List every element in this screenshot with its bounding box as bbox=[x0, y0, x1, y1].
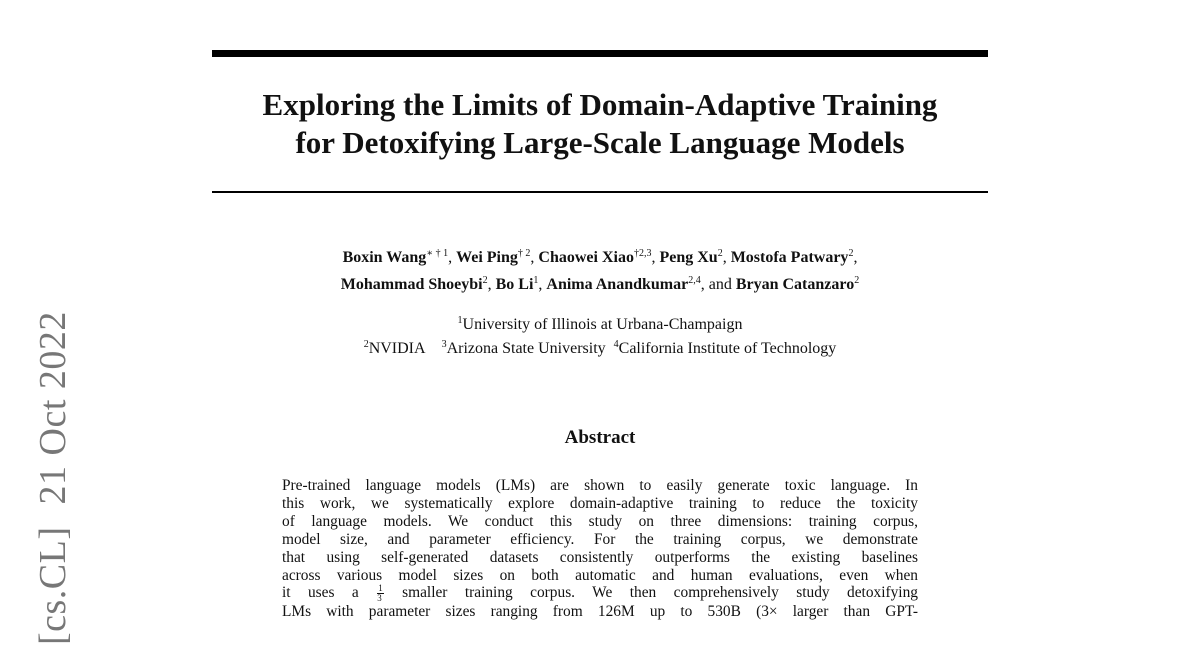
author-name: Mostofa Patwary bbox=[730, 249, 849, 266]
author-name: Chaowei Xiao bbox=[538, 249, 634, 266]
abstract-text: smaller training corpus. We then comprehensively study detoxifying bbox=[402, 584, 918, 602]
abstract-line: of language models. We conduct this study on three dimensions: training corpus, bbox=[282, 512, 918, 530]
title-rule bbox=[212, 191, 988, 193]
affiliation-line-2 bbox=[212, 337, 988, 361]
affiliation-mark: 1 bbox=[457, 315, 463, 326]
affiliation-mark: 4 bbox=[613, 339, 619, 350]
affiliation-name: NVIDIA bbox=[368, 340, 426, 357]
author-list bbox=[212, 244, 988, 298]
author-name: Wei Ping bbox=[456, 249, 518, 266]
author-line-2: Mohammad Shoeybi$^2$, Bo Li$^1$, Anima Anandkumar$^{2,4}$, and Bryan Catanzaro$^2$ bbox=[340, 275, 860, 293]
abstract-line: LMs with parameter sizes ranging from 126M up to 530B (3× larger than GPT- bbox=[282, 603, 918, 621]
affiliations bbox=[212, 313, 988, 361]
affiliation-name: University of Illinois at Urbana-Champaign bbox=[462, 316, 743, 333]
abstract-heading: Abstract bbox=[564, 427, 636, 448]
affiliation-line-1 bbox=[212, 313, 988, 337]
author-name: Anima Anandkumar bbox=[546, 276, 689, 293]
abstract-line: model size, and parameter efficiency. For the training corpus, we demonstrate bbox=[282, 530, 918, 548]
fraction-denominator: 3 bbox=[377, 593, 382, 604]
author-mark: 2,4 bbox=[688, 275, 701, 286]
abstract-body bbox=[282, 477, 918, 621]
affiliation-name: California Institute of Technology bbox=[618, 340, 837, 357]
top-rule bbox=[212, 50, 988, 57]
paper-title bbox=[212, 86, 988, 162]
title-line-1: Exploring the Limits of Domain-Adaptive Training bbox=[262, 87, 938, 122]
author-mark: 2 bbox=[854, 275, 860, 286]
author-name: Peng Xu bbox=[659, 249, 718, 266]
author-name: Bryan Catanzaro bbox=[735, 276, 855, 293]
author-mark: 1 bbox=[533, 275, 539, 286]
abstract-line bbox=[282, 584, 918, 603]
fraction-numerator: 1 bbox=[378, 583, 383, 594]
author-name: Boxin Wang bbox=[342, 249, 427, 266]
arxiv-category: [cs.CL] bbox=[32, 526, 74, 645]
author-mark: ∗ † 1 bbox=[426, 248, 449, 259]
author-mark: 2 bbox=[482, 275, 488, 286]
affiliation-name: Arizona State University bbox=[446, 340, 606, 357]
arxiv-date: 21 Oct 2022 bbox=[32, 311, 74, 505]
author-mark: 2 bbox=[717, 248, 723, 259]
author-mark: † 2 bbox=[517, 248, 531, 259]
affiliation-mark: 3 bbox=[441, 339, 447, 350]
author-conjunction: and bbox=[708, 276, 732, 293]
author-name: Mohammad Shoeybi bbox=[340, 276, 483, 293]
fraction bbox=[377, 584, 384, 603]
abstract-line: that using self-generated datasets consistently outperforms the existing baselines bbox=[282, 548, 918, 566]
author-line-1: Boxin Wang$^{∗ \dagger 1}$, Wei Ping$^{\dagger 2}$, Chaowei Xiao$^{\dagger 2,3}$, Peng Xu$^2$, Mostofa Patwary$^2$, bbox=[342, 248, 858, 266]
arxiv-stamp bbox=[32, 311, 74, 645]
author-mark: 2 bbox=[848, 248, 854, 259]
abstract-line: this work, we systematically explore domain-adaptive training to reduce the toxicity bbox=[282, 494, 918, 512]
abstract-text: it uses a bbox=[282, 584, 359, 602]
author-name: Bo Li bbox=[495, 276, 534, 293]
author-mark: †2,3 bbox=[633, 248, 652, 259]
title-line-2: for Detoxifying Large-Scale Language Models bbox=[295, 125, 905, 160]
abstract-line: across various model sizes on both automatic and human evaluations, even when bbox=[282, 566, 918, 584]
abstract-line: Pre-trained language models (LMs) are shown to easily generate toxic language. In bbox=[282, 477, 918, 494]
affiliation-mark: 2 bbox=[363, 339, 369, 350]
